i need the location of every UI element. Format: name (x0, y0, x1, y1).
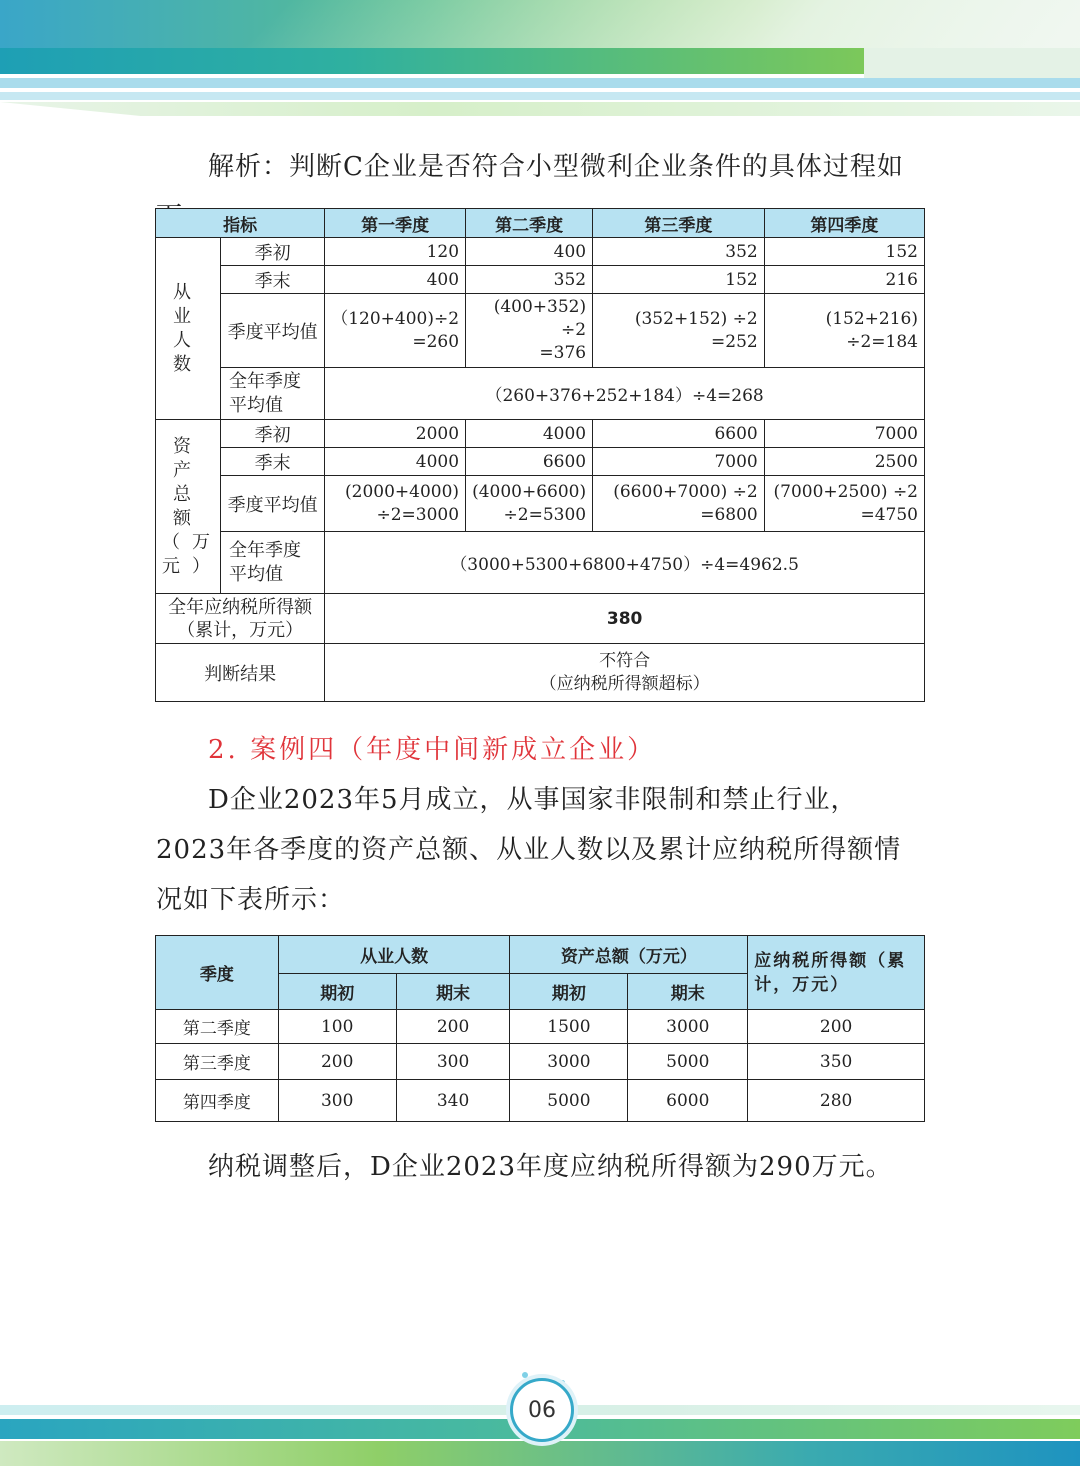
conclusion-paragraph: 纳税调整后，D企业2023年度应纳税所得额为290万元。 (208, 1152, 893, 1182)
header-q3: 第三季度 (593, 209, 765, 238)
table-cell: 152 (593, 266, 765, 294)
table-cell: (400+352) ÷2 =376 (466, 294, 593, 368)
table-cell: (7000+2500) ÷2 =4750 (764, 476, 924, 532)
header-asset-start: 期初 (510, 974, 628, 1010)
table-cell: 280 (748, 1080, 925, 1122)
decor-dot (522, 1372, 528, 1378)
table-cell: 100 (278, 1010, 396, 1044)
table-cell: 6600 (466, 448, 593, 476)
table-row (156, 238, 925, 266)
row-label: 季初 (221, 238, 325, 266)
table-cell: 7000 (593, 448, 765, 476)
table-row (156, 644, 925, 702)
row-label: 全年季度平均值 (221, 532, 325, 594)
table-cell: 120 (325, 238, 466, 266)
table-cell: (2000+4000) ÷2=3000 (325, 476, 466, 532)
header-emp-start: 期初 (278, 974, 396, 1010)
header-emp-end: 期末 (396, 974, 510, 1010)
table-row (156, 294, 925, 368)
table-header-row (156, 936, 925, 974)
table-row (156, 594, 925, 644)
table-row (156, 368, 925, 420)
table-cell: 4000 (466, 420, 593, 448)
table-cell: (6600+7000) ÷2 =6800 (593, 476, 765, 532)
row-label: 判断结果 (156, 644, 325, 702)
table-row (156, 1044, 925, 1080)
table-cell: 第三季度 (156, 1044, 279, 1080)
table-cell: 3000 (510, 1044, 628, 1080)
table-cell: （3000+5300+6800+4750）÷4=4962.5 (325, 532, 925, 594)
table-cell: 第四季度 (156, 1080, 279, 1122)
table-cell: 4000 (325, 448, 466, 476)
table-row (156, 532, 925, 594)
table-row (156, 420, 925, 448)
table-d-enterprise (155, 935, 925, 1122)
table-c-enterprise (155, 208, 925, 702)
table-cell: 340 (396, 1080, 510, 1122)
table-cell: 6000 (628, 1080, 748, 1122)
section-heading: 2. 案例四（年度中间新成立企业） (208, 735, 657, 765)
group-employees: 从业人数 (156, 238, 221, 420)
header-taxable: 应纳税所得额（累计，万元） (748, 936, 925, 1010)
table-cell: 5000 (628, 1044, 748, 1080)
header-q1: 第一季度 (325, 209, 466, 238)
row-label: 季末 (221, 448, 325, 476)
table-cell: 300 (278, 1080, 396, 1122)
case-paragraph: D企业2023年5月成立，从事国家非限制和禁止行业，2023年各季度的资产总额、从业人数以及累计应纳税所得额情况如下表所示： (156, 785, 902, 915)
header-q4: 第四季度 (764, 209, 924, 238)
table-header-row (156, 209, 925, 238)
row-label: 季初 (221, 420, 325, 448)
page-number: 06 (528, 1397, 556, 1423)
table-cell: 300 (396, 1044, 510, 1080)
table-cell: 2000 (325, 420, 466, 448)
table-cell: 7000 (764, 420, 924, 448)
table-cell: 352 (593, 238, 765, 266)
row-label: 季末 (221, 266, 325, 294)
page-number-badge (510, 1378, 574, 1442)
table-cell: 216 (764, 266, 924, 294)
table-cell: 6600 (593, 420, 765, 448)
table-cell: 200 (748, 1010, 925, 1044)
table-cell: 352 (466, 266, 593, 294)
table-cell: 400 (466, 238, 593, 266)
table-cell: （120+400)÷2 =260 (325, 294, 466, 368)
header-quarter: 季度 (156, 936, 279, 1010)
row-label: 全年应纳税所得额 （累计，万元） (156, 594, 325, 644)
row-label: 季度平均值 (221, 476, 325, 532)
header-asset-end: 期末 (628, 974, 748, 1010)
intro-paragraph: 解析：判断C企业是否符合小型微利企业条件的具体过程如 (208, 152, 904, 182)
table-cell: 200 (396, 1010, 510, 1044)
table-row (156, 448, 925, 476)
table-cell: 3000 (628, 1010, 748, 1044)
header-indicator: 指标 (156, 209, 325, 238)
table-cell: 1500 (510, 1010, 628, 1044)
table-cell: (4000+6600) ÷2=5300 (466, 476, 593, 532)
row-label: 季度平均值 (221, 294, 325, 368)
table-cell: 380 (325, 594, 925, 644)
header-q2: 第二季度 (466, 209, 593, 238)
table-cell: 第二季度 (156, 1010, 279, 1044)
table-cell: (152+216) ÷2=184 (764, 294, 924, 368)
table-row (156, 1080, 925, 1122)
table-row (156, 1010, 925, 1044)
table-cell: (352+152) ÷2 =252 (593, 294, 765, 368)
row-label: 全年季度平均值 (221, 368, 325, 420)
table-cell: 200 (278, 1044, 396, 1080)
table-cell: 350 (748, 1044, 925, 1080)
table-row (156, 476, 925, 532)
table-row (156, 266, 925, 294)
table-cell: 152 (764, 238, 924, 266)
header-assets: 资产总额（万元） (510, 936, 748, 974)
table-cell: （260+376+252+184）÷4=268 (325, 368, 925, 420)
table-cell: 400 (325, 266, 466, 294)
header-decoration (0, 0, 1080, 120)
header-employees: 从业人数 (278, 936, 510, 974)
table-cell: 不符合 （应纳税所得额超标） (325, 644, 925, 702)
group-assets: 资产总额（万元） (156, 420, 221, 594)
table-cell: 2500 (764, 448, 924, 476)
table-cell: 5000 (510, 1080, 628, 1122)
